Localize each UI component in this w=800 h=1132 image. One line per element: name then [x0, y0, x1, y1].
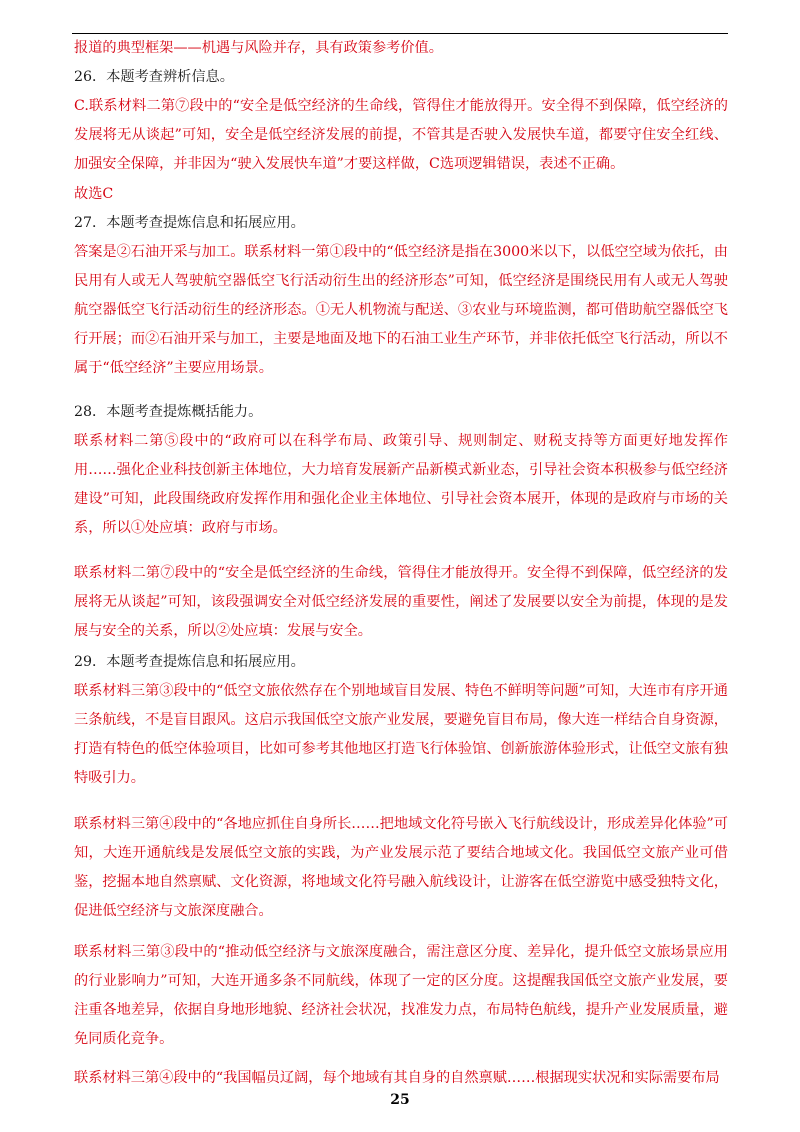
question-28-answer-part-2: 联系材料二第⑦段中的“安全是低空经济的生命线，管得住才能放得开。安全得不到保障，低空经济的发展将无从谈起”可知，该段强调安全对低空经济发展的重要性，阐述了发展要以安全为前提，体现的是发展与安全的关系，所以②处应填：发展与安全。 [74, 565, 728, 639]
question-26-choice: 故选C [74, 186, 114, 202]
paragraph-intro-tail: 报道的典型框架——机遇与风险并存，具有政策参考价值。 [74, 40, 443, 56]
question-27-heading: 27．本题考查提炼信息和拓展应用。 [74, 215, 305, 231]
question-29-answer-part-3: 联系材料三第③段中的“推动低空经济与文旅深度融合，需注意区分度、差异化，提升低空文旅场景应用的行业影响力”可知，大连开通多条不同航线，体现了一定的区分度。这提醒我国低空文旅产业发展，要注重各地差异，依据自身地形地貌、经济社会状况，找准发力点，布局特色航线，提升产业发展质量，避免同质化竞争。 [74, 944, 728, 1047]
question-29-answer-part-1: 联系材料三第③段中的“低空文旅依然存在个别地域盲目发展、特色不鲜明等问题”可知，大连市有序开通三条航线，不是盲目跟风。这启示我国低空文旅产业发展，要避免盲目布局，像大连一样结合自身资源，打造有特色的低空体验项目，比如可参考其他地区打造飞行体验馆、创新旅游体验形式，让低空文旅有独特吸引力。 [74, 683, 728, 786]
page-number: 25 [390, 1092, 410, 1108]
question-26-heading: 26．本题考查辨析信息。 [74, 69, 234, 85]
question-29-answer-part-2: 联系材料三第④段中的“各地应抓住自身所长……把地域文化符号嵌入飞行航线设计，形成差异化体验”可知，大连开通航线是发展低空文旅的实践，为产业发展示范了要结合地域文化。我国低空文旅产业可借鉴，挖掘本地自然禀赋、文化资源，将地域文化符号融入航线设计，让游客在低空游览中感受独特文化，促进低空经济与文旅深度融合。 [74, 816, 728, 919]
question-26-answer: C.联系材料二第⑦段中的“安全是低空经济的生命线，管得住才能放得开。安全得不到保障，低空经济的发展将无从谈起”可知，安全是低空经济发展的前提，不管其是否驶入发展快车道，都要守住安全红线、加强安全保障，并非因为“驶入发展快车道”才要这样做，C选项逻辑错误，表述不正确。 [74, 98, 728, 172]
question-29-answer-part-4: 联系材料三第④段中的“我国幅员辽阔，每个地域有其自身的自然禀赋……根据现实状况和实际需要布局 [74, 1070, 720, 1086]
question-28-answer-part-1: 联系材料二第⑤段中的“政府可以在科学布局、政策引导、规则制定、财税支持等方面更好地发挥作用……强化企业科技创新主体地位，大力培育发展新产品新模式新业态，引导社会资本积极参与低空经济建设”可知，此段围绕政府发挥作用和强化企业主体地位、引导社会资本展开，体现的是政府与市场的关系，所以①处应填：政府与市场。 [74, 433, 728, 536]
question-28-heading: 28．本题考查提炼概括能力。 [74, 404, 263, 420]
question-29-heading: 29．本题考查提炼信息和拓展应用。 [74, 654, 305, 670]
question-27-answer: 答案是②石油开采与加工。联系材料一第①段中的“低空经济是指在3000米以下，以低空空域为依托，由民用有人或无人驾驶航空器低空飞行活动衍生出的经济形态”可知，低空经济是围绕民用有人或无人驾驶航空器低空飞行活动衍生的经济形态。①无人机物流与配送、③农业与环境监测，都可借助航空器低空飞行开展；而②石油开采与加工，主要是地面及地下的石油工业生产环节，并非依托低空飞行活动，所以不属于“低空经济”主要应用场景。 [74, 244, 728, 376]
